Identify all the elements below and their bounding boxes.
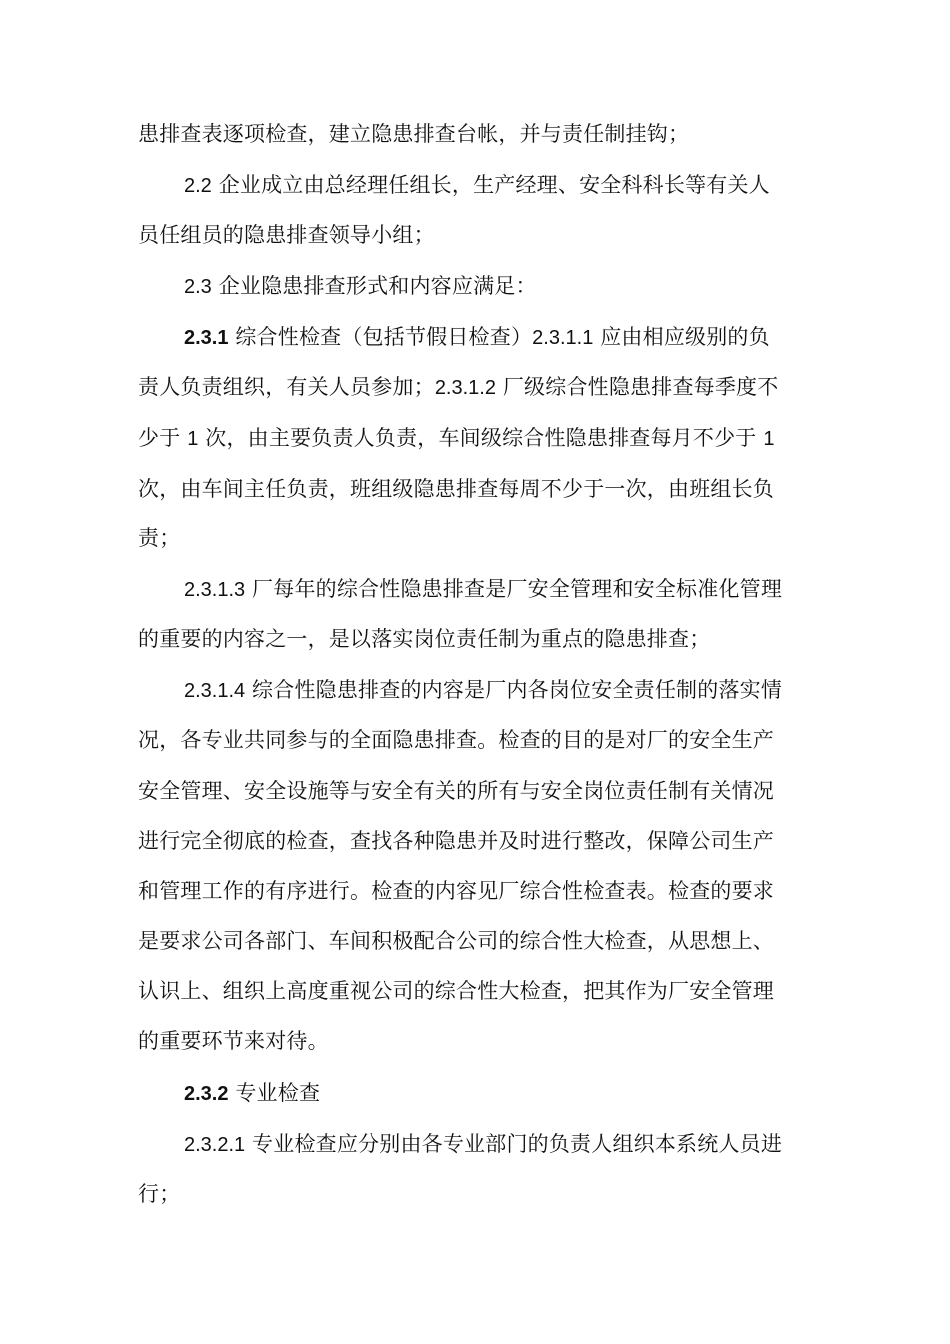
section-number: 2.3.2 (184, 1083, 229, 1105)
section-2-3-2-1-line-2 (138, 1179, 822, 1209)
section-2-3-2-1-line-1 (184, 1129, 822, 1160)
paragraph-line (138, 119, 822, 149)
paragraph-text: 综合性检查（包括节假日检查） (228, 325, 533, 349)
section-2-3-1-4-line-3 (138, 776, 822, 806)
section-2-2-line-2 (138, 220, 822, 250)
paragraph-text: 和管理工作的有序进行。检查的内容见厂综合性检查表。检查的要求 (138, 879, 774, 903)
section-2-3-1-4-line-6 (138, 926, 822, 956)
section-number: 2.2 (184, 175, 212, 197)
paragraph-text: 的重要环节来对待。 (138, 1029, 329, 1053)
paragraph-text: 次，由主要负责人负责，车间级综合性隐患排查每月不少于 (198, 426, 764, 450)
section-2-3-1-4-line-2 (138, 725, 822, 755)
paragraph-text: 综合性隐患排查的内容是厂内各岗位安全责任制的落实情 (245, 678, 783, 702)
paragraph-text: 责人负责组织，有关人员参加； (138, 375, 435, 399)
section-2-3-1-4-line-7 (138, 976, 822, 1006)
paragraph-text: 的重要的内容之一，是以落实岗位责任制为重点的隐患排查； (138, 627, 711, 651)
count-number: 1 (763, 428, 775, 450)
count-number: 1 (187, 428, 199, 450)
section-2-3-1-line-4 (138, 474, 822, 504)
paragraph-text: 员任组员的隐患排查领导小组； (138, 223, 435, 247)
section-number: 2.3.1.4 (184, 680, 246, 702)
paragraph-text: 应由相应级别的负 (593, 325, 770, 349)
paragraph-text: 专业检查应分别由各专业部门的负责人组织本系统人员进 (245, 1132, 783, 1156)
paragraph-text: 厂级综合性隐患排查每季度不 (495, 375, 779, 399)
paragraph-text: 安全管理、安全设施等与安全有关的所有与安全岗位责任制有关情况 (138, 779, 774, 803)
section-2-3-1-3-line-1 (184, 574, 822, 605)
paragraph-text: 行； (138, 1182, 181, 1206)
section-number: 2.3.2.1 (184, 1134, 246, 1156)
section-2-3-1-3-line-2 (138, 624, 822, 654)
section-2-3-1-line-5 (138, 523, 822, 553)
paragraph-text: 厂每年的综合性隐患排查是厂安全管理和安全标准化管理 (245, 577, 783, 601)
clause-number: 2.3.1.1 (532, 327, 594, 349)
section-2-3-1-line-3 (138, 423, 822, 454)
section-2-3-2-line-1 (184, 1078, 822, 1109)
section-number: 2.3.1.3 (184, 579, 246, 601)
section-2-3-1-4-line-4 (138, 826, 822, 856)
section-2-3-1-4-line-1 (184, 675, 822, 706)
paragraph-text: 专业检查 (228, 1081, 321, 1105)
paragraph-text: 进行完全彻底的检查，查找各种隐患并及时进行整改，保障公司生产 (138, 829, 774, 853)
section-number: 2.3 (184, 276, 212, 298)
paragraph-text: 责； (138, 526, 181, 550)
paragraph-text: 次，由车间主任负责，班组级隐患排查每周不少于一次，由班组长负 (138, 477, 774, 501)
section-2-3-1-4-line-5 (138, 876, 822, 906)
section-2-3-1-4-line-8 (138, 1026, 822, 1056)
paragraph-text: 认识上、组织上高度重视公司的综合性大检查，把其作为厂安全管理 (138, 979, 774, 1003)
paragraph-text: 企业隐患排查形式和内容应满足： (211, 274, 537, 298)
paragraph-text: 患排查表逐项检查，建立隐患排查台帐，并与责任制挂钩； (138, 122, 690, 146)
paragraph-text: 况，各专业共同参与的全面隐患排查。检查的目的是对厂的安全生产 (138, 728, 774, 752)
section-2-2-line-1 (184, 170, 822, 201)
section-2-3-1-line-1 (184, 322, 822, 353)
section-number: 2.3.1 (184, 327, 229, 349)
paragraph-text: 少于 (138, 426, 188, 450)
section-2-3-1-line-2 (138, 372, 822, 403)
section-2-3-line-1 (184, 271, 822, 302)
paragraph-text: 企业成立由总经理任组长，生产经理、安全科科长等有关人 (211, 173, 770, 197)
paragraph-text: 是要求公司各部门、车间积极配合公司的综合性大检查，从思想上、 (138, 929, 774, 953)
clause-number: 2.3.1.2 (434, 377, 496, 399)
